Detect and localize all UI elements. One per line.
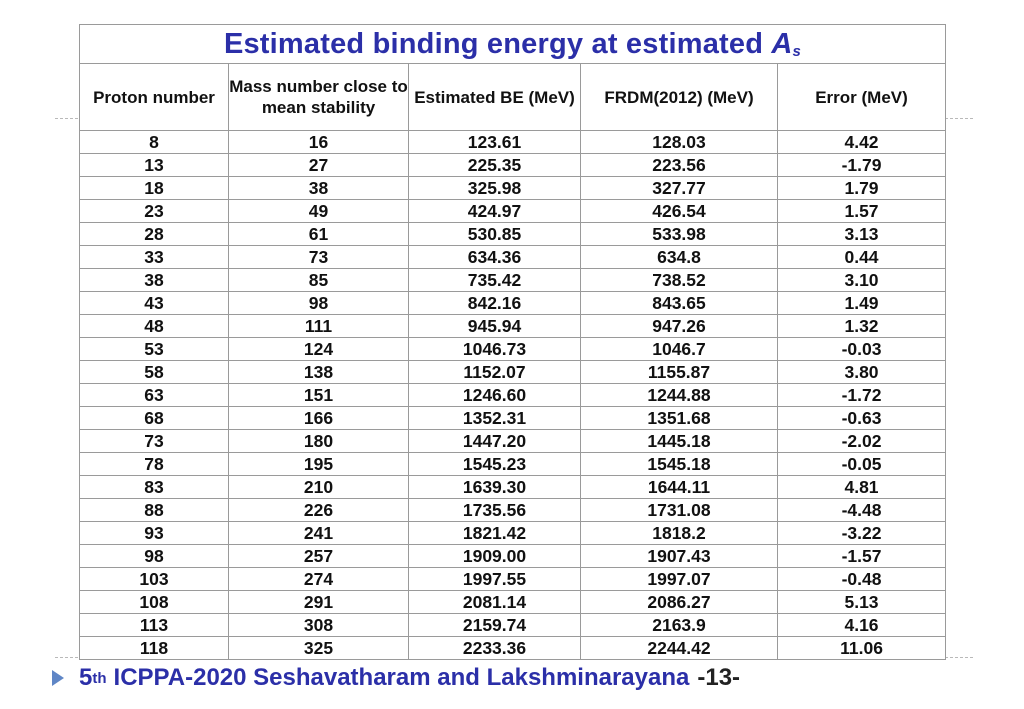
frdm-cell: 426.54 <box>581 200 778 223</box>
mass-number-cell: 226 <box>229 499 409 522</box>
footer-text: ICPPA-2020 Seshavatharam and Lakshminarayana <box>113 664 690 691</box>
header-estimated-be: Estimated BE (MeV) <box>409 64 581 131</box>
estimated-be-cell: 123.61 <box>409 131 581 154</box>
table-row <box>80 453 946 476</box>
frdm-cell: 1731.08 <box>581 499 778 522</box>
estimated-be-cell: 225.35 <box>409 154 581 177</box>
header-proton-number: Proton number <box>80 64 229 131</box>
error-cell: 4.42 <box>778 131 946 154</box>
frdm-cell: 2244.42 <box>581 637 778 660</box>
estimated-be-cell: 735.42 <box>409 269 581 292</box>
mass-number-cell: 61 <box>229 223 409 246</box>
proton-number-cell: 73 <box>80 430 229 453</box>
play-triangle-icon <box>52 670 64 686</box>
title-symbol-a: A <box>771 27 793 60</box>
proton-number-cell: 98 <box>80 545 229 568</box>
mass-number-cell: 291 <box>229 591 409 614</box>
mass-number-cell: 180 <box>229 430 409 453</box>
footer-ordinal: th <box>92 669 107 687</box>
slide-footer <box>52 663 740 693</box>
title-row <box>80 25 946 64</box>
estimated-be-cell: 1352.31 <box>409 407 581 430</box>
estimated-be-cell: 1997.55 <box>409 568 581 591</box>
estimated-be-cell: 2159.74 <box>409 614 581 637</box>
error-cell: -1.57 <box>778 545 946 568</box>
table-row <box>80 177 946 200</box>
frdm-cell: 128.03 <box>581 131 778 154</box>
frdm-cell: 738.52 <box>581 269 778 292</box>
footer-conference-number: 5 <box>79 664 93 691</box>
error-cell: 3.13 <box>778 223 946 246</box>
frdm-cell: 843.65 <box>581 292 778 315</box>
table-row <box>80 131 946 154</box>
binding-energy-table <box>79 24 946 660</box>
proton-number-cell: 68 <box>80 407 229 430</box>
table-title <box>80 25 946 64</box>
proton-number-cell: 118 <box>80 637 229 660</box>
estimated-be-cell: 634.36 <box>409 246 581 269</box>
mass-number-cell: 73 <box>229 246 409 269</box>
proton-number-cell: 113 <box>80 614 229 637</box>
title-symbol-subscript: s <box>792 42 802 60</box>
estimated-be-cell: 325.98 <box>409 177 581 200</box>
proton-number-cell: 38 <box>80 269 229 292</box>
mass-number-cell: 195 <box>229 453 409 476</box>
error-cell: -2.02 <box>778 430 946 453</box>
table-row <box>80 200 946 223</box>
table-row <box>80 292 946 315</box>
error-cell: 1.32 <box>778 315 946 338</box>
table-row <box>80 361 946 384</box>
estimated-be-cell: 1639.30 <box>409 476 581 499</box>
frdm-cell: 1046.7 <box>581 338 778 361</box>
table-title-text: Estimated binding energy at estimated <box>223 27 772 60</box>
mass-number-cell: 85 <box>229 269 409 292</box>
table-row <box>80 591 946 614</box>
error-cell: 3.10 <box>778 269 946 292</box>
header-mass-number: Mass number close to mean stability <box>229 64 409 131</box>
proton-number-cell: 108 <box>80 591 229 614</box>
error-cell: -1.72 <box>778 384 946 407</box>
error-cell: -0.63 <box>778 407 946 430</box>
table-row <box>80 269 946 292</box>
error-cell: -3.22 <box>778 522 946 545</box>
error-cell: 4.16 <box>778 614 946 637</box>
frdm-cell: 1155.87 <box>581 361 778 384</box>
mass-number-cell: 325 <box>229 637 409 660</box>
frdm-cell: 2086.27 <box>581 591 778 614</box>
header-frdm: FRDM(2012) (MeV) <box>581 64 778 131</box>
mass-number-cell: 124 <box>229 338 409 361</box>
estimated-be-cell: 424.97 <box>409 200 581 223</box>
error-cell: -4.48 <box>778 499 946 522</box>
estimated-be-cell: 2233.36 <box>409 637 581 660</box>
table-row <box>80 430 946 453</box>
proton-number-cell: 103 <box>80 568 229 591</box>
error-cell: 0.44 <box>778 246 946 269</box>
table-body <box>80 131 946 660</box>
estimated-be-cell: 1821.42 <box>409 522 581 545</box>
frdm-cell: 1445.18 <box>581 430 778 453</box>
frdm-cell: 1644.11 <box>581 476 778 499</box>
proton-number-cell: 33 <box>80 246 229 269</box>
error-cell: 5.13 <box>778 591 946 614</box>
frdm-cell: 327.77 <box>581 177 778 200</box>
error-cell: 1.49 <box>778 292 946 315</box>
frdm-cell: 1545.18 <box>581 453 778 476</box>
frdm-cell: 1907.43 <box>581 545 778 568</box>
table-row <box>80 384 946 407</box>
proton-number-cell: 58 <box>80 361 229 384</box>
frdm-cell: 1818.2 <box>581 522 778 545</box>
mass-number-cell: 210 <box>229 476 409 499</box>
estimated-be-cell: 1735.56 <box>409 499 581 522</box>
proton-number-cell: 28 <box>80 223 229 246</box>
error-cell: -0.48 <box>778 568 946 591</box>
page-number: -13- <box>697 664 741 691</box>
table-row <box>80 637 946 660</box>
proton-number-cell: 83 <box>80 476 229 499</box>
frdm-cell: 1997.07 <box>581 568 778 591</box>
mass-number-cell: 38 <box>229 177 409 200</box>
estimated-be-cell: 1152.07 <box>409 361 581 384</box>
table-title-symbol <box>771 28 801 60</box>
mass-number-cell: 151 <box>229 384 409 407</box>
error-cell: 1.57 <box>778 200 946 223</box>
estimated-be-cell: 1447.20 <box>409 430 581 453</box>
proton-number-cell: 53 <box>80 338 229 361</box>
table-row <box>80 223 946 246</box>
table-row <box>80 614 946 637</box>
estimated-be-cell: 945.94 <box>409 315 581 338</box>
table-row <box>80 246 946 269</box>
estimated-be-cell: 530.85 <box>409 223 581 246</box>
mass-number-cell: 27 <box>229 154 409 177</box>
table-row <box>80 499 946 522</box>
frdm-cell: 2163.9 <box>581 614 778 637</box>
table-row <box>80 522 946 545</box>
error-cell: -0.03 <box>778 338 946 361</box>
table-row <box>80 568 946 591</box>
proton-number-cell: 93 <box>80 522 229 545</box>
estimated-be-cell: 1046.73 <box>409 338 581 361</box>
table-row <box>80 545 946 568</box>
header-error: Error (MeV) <box>778 64 946 131</box>
proton-number-cell: 8 <box>80 131 229 154</box>
error-cell: 11.06 <box>778 637 946 660</box>
mass-number-cell: 16 <box>229 131 409 154</box>
frdm-cell: 634.8 <box>581 246 778 269</box>
proton-number-cell: 23 <box>80 200 229 223</box>
frdm-cell: 533.98 <box>581 223 778 246</box>
table-row <box>80 476 946 499</box>
table-row <box>80 154 946 177</box>
estimated-be-cell: 842.16 <box>409 292 581 315</box>
mass-number-cell: 98 <box>229 292 409 315</box>
mass-number-cell: 138 <box>229 361 409 384</box>
error-cell: -0.05 <box>778 453 946 476</box>
frdm-cell: 947.26 <box>581 315 778 338</box>
frdm-cell: 223.56 <box>581 154 778 177</box>
mass-number-cell: 49 <box>229 200 409 223</box>
error-cell: -1.79 <box>778 154 946 177</box>
mass-number-cell: 274 <box>229 568 409 591</box>
table-row <box>80 407 946 430</box>
proton-number-cell: 48 <box>80 315 229 338</box>
estimated-be-cell: 1545.23 <box>409 453 581 476</box>
mass-number-cell: 166 <box>229 407 409 430</box>
proton-number-cell: 13 <box>80 154 229 177</box>
proton-number-cell: 88 <box>80 499 229 522</box>
header-row <box>80 64 946 131</box>
proton-number-cell: 63 <box>80 384 229 407</box>
table-row <box>80 338 946 361</box>
mass-number-cell: 257 <box>229 545 409 568</box>
frdm-cell: 1244.88 <box>581 384 778 407</box>
proton-number-cell: 43 <box>80 292 229 315</box>
frdm-cell: 1351.68 <box>581 407 778 430</box>
estimated-be-cell: 2081.14 <box>409 591 581 614</box>
error-cell: 4.81 <box>778 476 946 499</box>
mass-number-cell: 241 <box>229 522 409 545</box>
proton-number-cell: 78 <box>80 453 229 476</box>
mass-number-cell: 308 <box>229 614 409 637</box>
mass-number-cell: 111 <box>229 315 409 338</box>
table-row <box>80 315 946 338</box>
error-cell: 1.79 <box>778 177 946 200</box>
estimated-be-cell: 1246.60 <box>409 384 581 407</box>
estimated-be-cell: 1909.00 <box>409 545 581 568</box>
error-cell: 3.80 <box>778 361 946 384</box>
proton-number-cell: 18 <box>80 177 229 200</box>
